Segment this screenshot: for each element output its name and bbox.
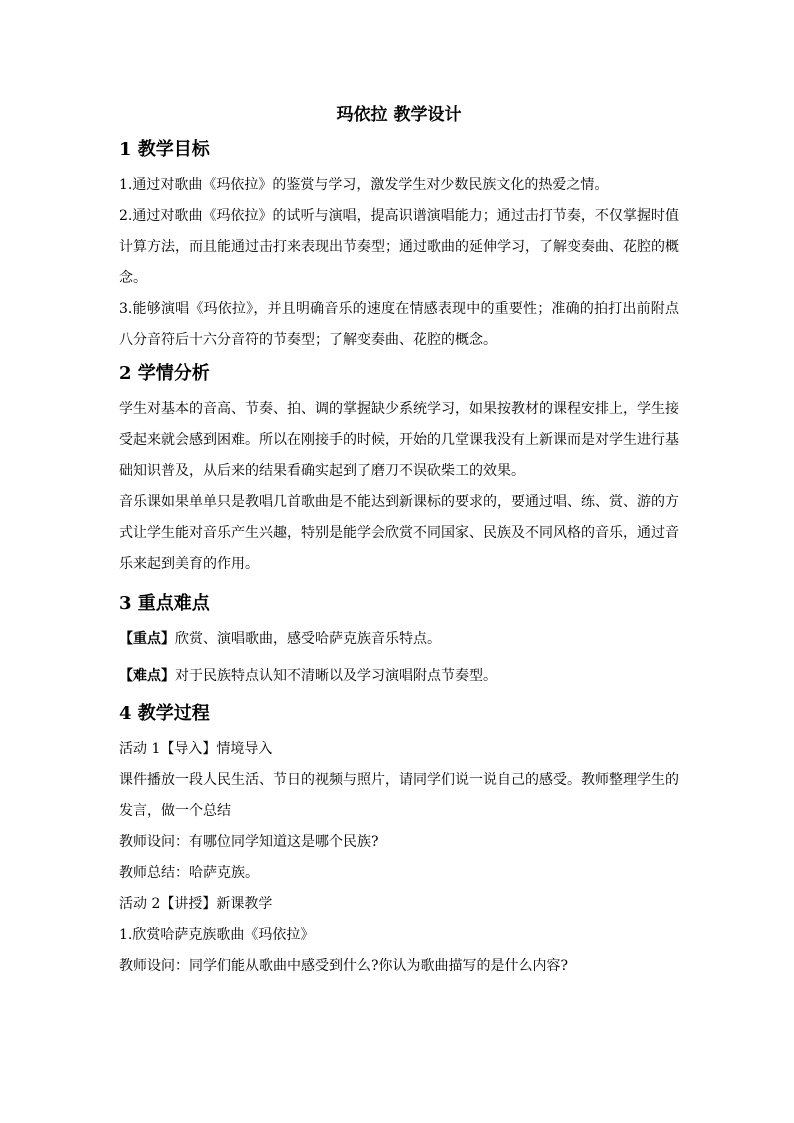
section-teaching-objectives xyxy=(119,136,679,356)
paragraph: 2.通过对歌曲《玛依拉》的试听与演唱，提高识谱演唱能力；通过击打节奏，不仅掌握时值计算方法，而且能通过击打来表现出节奏型；通过歌曲的延伸学习，了解变奏曲、花腔的概念。 xyxy=(119,208,679,286)
key-point xyxy=(119,624,679,655)
key-point-label: 【重点】 xyxy=(119,631,175,647)
paragraph: 学生对基本的音高、节奏、拍、调的掌握缺少系统学习，如果按教材的课程安排上，学生接受起来就会感到困难。所以在刚接手的时候，开始的几堂课我没有上新课而是对学生进行基础知识普及，从后来的结果看确实起到了磨刀不误砍柴工的效果。 xyxy=(119,401,679,479)
document-title: 玛依拉 教学设计 xyxy=(336,105,462,125)
key-point-text: 欣赏、演唱歌曲，感受哈萨克族音乐特点。 xyxy=(175,631,441,647)
difficulty-point-label: 【难点】 xyxy=(119,668,175,684)
section-teaching-process xyxy=(119,700,679,982)
paragraph: 教师设问：同学们能从歌曲中感受到什么?你认为歌曲描写的是什么内容? xyxy=(119,958,569,974)
paragraph: 3.能够演唱《玛依拉》，并且明确音乐的速度在情感表现中的重要性；准确的拍打出前附点八分音符后十六分音符的节奏型；了解变奏曲、花腔的概念。 xyxy=(119,301,679,348)
paragraph: 课件播放一段人民生活、节日的视频与照片，请同学们说一说自己的感受。教师整理学生的发言，做一个总结 xyxy=(119,772,679,819)
paragraph: 活动 2【讲授】新课教学 xyxy=(119,896,273,912)
section-heading: 4 教学过程 xyxy=(119,703,210,724)
paragraph: 1.通过对歌曲《玛依拉》的鉴赏与学习，激发学生对少数民族文化的热爱之情。 xyxy=(119,177,609,193)
section-learner-analysis xyxy=(119,360,679,580)
section-heading: 1 教学目标 xyxy=(119,139,210,160)
difficulty-point-text: 对于民族特点认知不清晰以及学习演唱附点节奏型。 xyxy=(175,668,497,684)
paragraph: 教师设问：有哪位同学知道这是哪个民族? xyxy=(119,834,379,850)
difficulty-point xyxy=(119,661,679,692)
document-page xyxy=(119,100,679,982)
section-heading: 2 学情分析 xyxy=(119,363,210,384)
paragraph: 活动 1【导入】情境导入 xyxy=(119,741,273,757)
paragraph: 1.欣赏哈萨克族歌曲《玛依拉》 xyxy=(119,927,315,943)
paragraph: 教师总结：哈萨克族。 xyxy=(119,865,259,881)
section-heading: 3 重点难点 xyxy=(119,593,210,614)
paragraph: 音乐课如果单单只是教唱几首歌曲是不能达到新课标的要求的，要通过唱、练、赏、游的方式让学生能对音乐产生兴趣，特别是能学会欣赏不同国家、民族及不同风格的音乐，通过音乐来起到美育的作用。 xyxy=(119,494,679,572)
section-key-difficulties xyxy=(119,590,679,692)
